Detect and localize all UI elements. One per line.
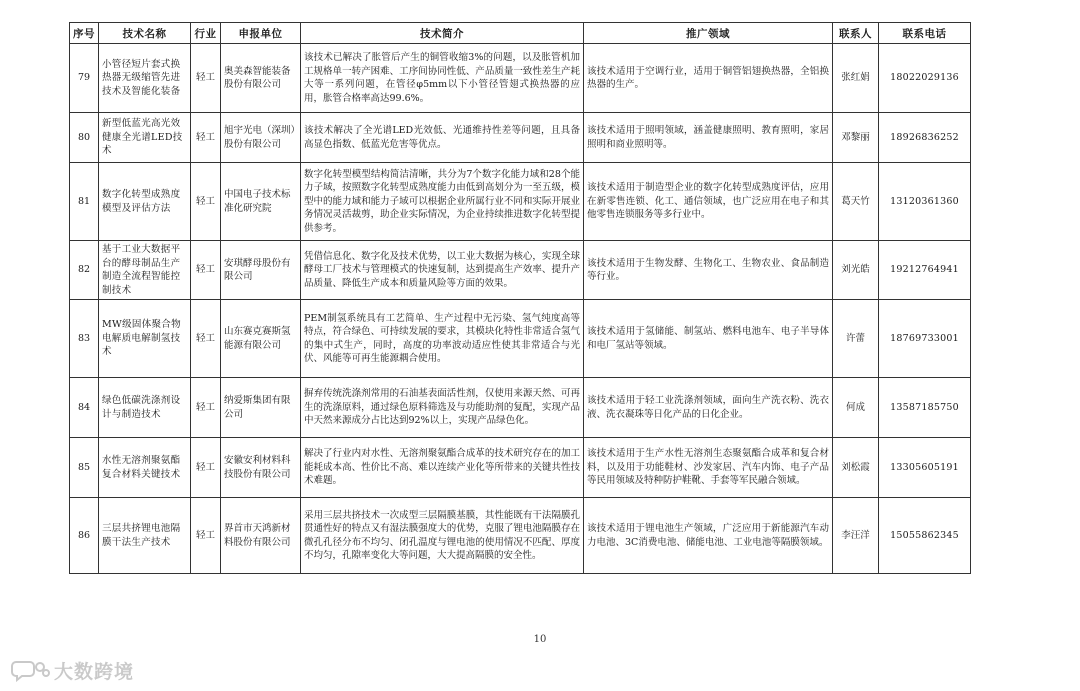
table-row xyxy=(70,44,971,113)
row-no: 86 xyxy=(70,498,99,574)
technology-table xyxy=(69,22,971,574)
row-name: 三层共挤锂电池隔膜干法生产技术 xyxy=(99,498,191,574)
row-org: 旭宇光电（深圳）股份有限公司 xyxy=(221,113,301,163)
row-org: 山东赛克赛斯氢能源有限公司 xyxy=(221,300,301,378)
header-desc: 技术简介 xyxy=(301,23,584,44)
watermark xyxy=(10,657,134,683)
row-contact: 何成 xyxy=(833,378,879,438)
row-no: 80 xyxy=(70,113,99,163)
row-desc: 摒弃传统洗涤剂常用的石油基表面活性剂，仅使用来源天然、可再生的洗涤原料，通过绿色原料筛选及与功能助剂的复配，实现产品中天然来源成分占比达到92%以上，实现产品绿色化。 xyxy=(301,378,584,438)
row-desc: 该技术已解决了胀管后产生的铜管收缩3%的问题，以及胀管机加工规格单一转产困难、工序间协同性低、产品质量一致性差生产耗大等一系列问题，在管径φ5mm以下小管径管翅式换热器的应用，胀管合格率高达99.6%。 xyxy=(301,44,584,113)
row-industry: 轻工 xyxy=(191,163,221,241)
row-org: 奥美森智能装备股份有限公司 xyxy=(221,44,301,113)
row-area: 该技术适用于照明领域，涵盖健康照明、教育照明，家居照明和商业照明等。 xyxy=(584,113,833,163)
row-desc: PEM制氢系统具有工艺简单、生产过程中无污染、氢气纯度高等特点，符合绿色、可持续发展的要求，其模块化特性非常适合氢气的集中式生产，同时，高度的功率波动适应性使其非常适合与光伏、风能等可再生能源耦合使用。 xyxy=(301,300,584,378)
row-no: 82 xyxy=(70,241,99,300)
row-desc: 解决了行业内对水性、无溶剂聚氨酯合成革的技术研究存在的加工能耗成本高、性价比不高、难以连续产业化等所带来的关键共性技术难题。 xyxy=(301,438,584,498)
row-desc: 数字化转型模型结构简洁清晰，共分为7个数字化能力域和28个能力子域，按照数字化转型成熟度能力由低到高划分为一至五级，模型中的能力域和能力子域可以根据企业所属行业不同和实际开展业务情况灵活裁剪，助企业实际情况，为企业持续推进数字化转型提供参考。 xyxy=(301,163,584,241)
row-org: 界首市天鸿新材料股份有限公司 xyxy=(221,498,301,574)
row-no: 81 xyxy=(70,163,99,241)
header-name: 技术名称 xyxy=(99,23,191,44)
row-no: 85 xyxy=(70,438,99,498)
row-contact: 许蕾 xyxy=(833,300,879,378)
row-name: 基于工业大数据平台的酵母制品生产制造全流程智能控制技术 xyxy=(99,241,191,300)
row-desc: 凭借信息化、数字化及技术优势，以工业大数据为核心，实现全球酵母工厂技术与管理模式的快速复制，达到提高生产效率、提升产品质量、降低生产成本和质量风险等方面的效果。 xyxy=(301,241,584,300)
row-phone: 19212764941 xyxy=(879,241,971,300)
table-row xyxy=(70,300,971,378)
table-row xyxy=(70,498,971,574)
row-org: 安徽安利材料科技股份有限公司 xyxy=(221,438,301,498)
table-row xyxy=(70,163,971,241)
row-industry: 轻工 xyxy=(191,438,221,498)
row-name: 水性无溶剂聚氨酯复合材料关键技术 xyxy=(99,438,191,498)
row-contact: 邓黎丽 xyxy=(833,113,879,163)
row-name: 数字化转型成熟度模型及评估方法 xyxy=(99,163,191,241)
row-phone: 15055862345 xyxy=(879,498,971,574)
chat-bubble-icon xyxy=(10,658,50,682)
row-phone: 13120361360 xyxy=(879,163,971,241)
row-area: 该技术适用于锂电池生产领域，广泛应用于新能源汽车动力电池、3C消费电池、储能电池、工业电池等隔膜领域。 xyxy=(584,498,833,574)
header-org: 申报单位 xyxy=(221,23,301,44)
row-org: 纳爱斯集团有限公司 xyxy=(221,378,301,438)
row-area: 该技术适用于制造型企业的数字化转型成熟度评估，应用在新零售连锁、化工、通信领域，也广泛应用在电子和其他零售连锁服务等多行业中。 xyxy=(584,163,833,241)
watermark-text: 大数跨境 xyxy=(54,660,135,683)
table-header-row xyxy=(70,23,971,44)
row-phone: 18926836252 xyxy=(879,113,971,163)
row-desc: 采用三层共挤技术一次成型三层隔膜基膜，其性能既有干法隔膜孔贯通性好的特点又有湿法膜强度大的优势，克服了锂电池隔膜存在微孔孔径分布不均匀、闭孔温度与锂电池的使用情况不匹配、厚度不均匀，孔隙率变化大等问题，大大提高隔膜的安全性。 xyxy=(301,498,584,574)
header-industry: 行业 xyxy=(191,23,221,44)
row-area: 该技术适用于生产水性无溶剂生态聚氨酯合成革和复合材料，以及用于功能鞋材、沙发家居、汽车内饰、电子产品等民用领域及特种防护鞋靴、手套等军民融合领域。 xyxy=(584,438,833,498)
row-contact: 张红娟 xyxy=(833,44,879,113)
row-industry: 轻工 xyxy=(191,498,221,574)
row-name: MW级固体聚合物电解质电解制氢技术 xyxy=(99,300,191,378)
table-row xyxy=(70,378,971,438)
row-contact: 刘松霞 xyxy=(833,438,879,498)
row-area: 该技术适用于轻工业洗涤剂领域，面向生产洗衣粉、洗衣液、洗衣凝珠等日化产品的日化企业。 xyxy=(584,378,833,438)
row-industry: 轻工 xyxy=(191,241,221,300)
row-phone: 13587185750 xyxy=(879,378,971,438)
table-row xyxy=(70,438,971,498)
header-no: 序号 xyxy=(70,23,99,44)
table-row xyxy=(70,241,971,300)
row-name: 新型低蓝光高光效健康全光谱LED技术 xyxy=(99,113,191,163)
row-desc: 该技术解决了全光谱LED光效低、光通维持性差等问题，且具备高显色指数、低蓝光危害等优点。 xyxy=(301,113,584,163)
table-row xyxy=(70,113,971,163)
row-org: 安琪酵母股份有限公司 xyxy=(221,241,301,300)
row-no: 84 xyxy=(70,378,99,438)
row-contact: 葛天竹 xyxy=(833,163,879,241)
row-industry: 轻工 xyxy=(191,378,221,438)
header-phone: 联系电话 xyxy=(879,23,971,44)
row-industry: 轻工 xyxy=(191,113,221,163)
row-area: 该技术适用于氢储能、制氢站、燃料电池车、电子半导体和电厂氢站等领域。 xyxy=(584,300,833,378)
row-no: 83 xyxy=(70,300,99,378)
row-phone: 13305605191 xyxy=(879,438,971,498)
page-number: 10 xyxy=(533,634,547,645)
row-industry: 轻工 xyxy=(191,44,221,113)
header-contact: 联系人 xyxy=(833,23,879,44)
row-no: 79 xyxy=(70,44,99,113)
row-org: 中国电子技术标准化研究院 xyxy=(221,163,301,241)
row-phone: 18769733001 xyxy=(879,300,971,378)
row-industry: 轻工 xyxy=(191,300,221,378)
row-phone: 18022029136 xyxy=(879,44,971,113)
row-area: 该技术适用于生物发酵、生物化工、生物农业、食品制造等行业。 xyxy=(584,241,833,300)
row-contact: 刘光皓 xyxy=(833,241,879,300)
row-area: 该技术适用于空调行业，适用于铜管铝翅换热器，全铝换热器的生产。 xyxy=(584,44,833,113)
header-area: 推广领域 xyxy=(584,23,833,44)
row-contact: 李汪洋 xyxy=(833,498,879,574)
row-name: 绿色低碳洗涤剂设计与制造技术 xyxy=(99,378,191,438)
row-name: 小管径短片套式换热器无级缩管先进技术及智能化装备 xyxy=(99,44,191,113)
